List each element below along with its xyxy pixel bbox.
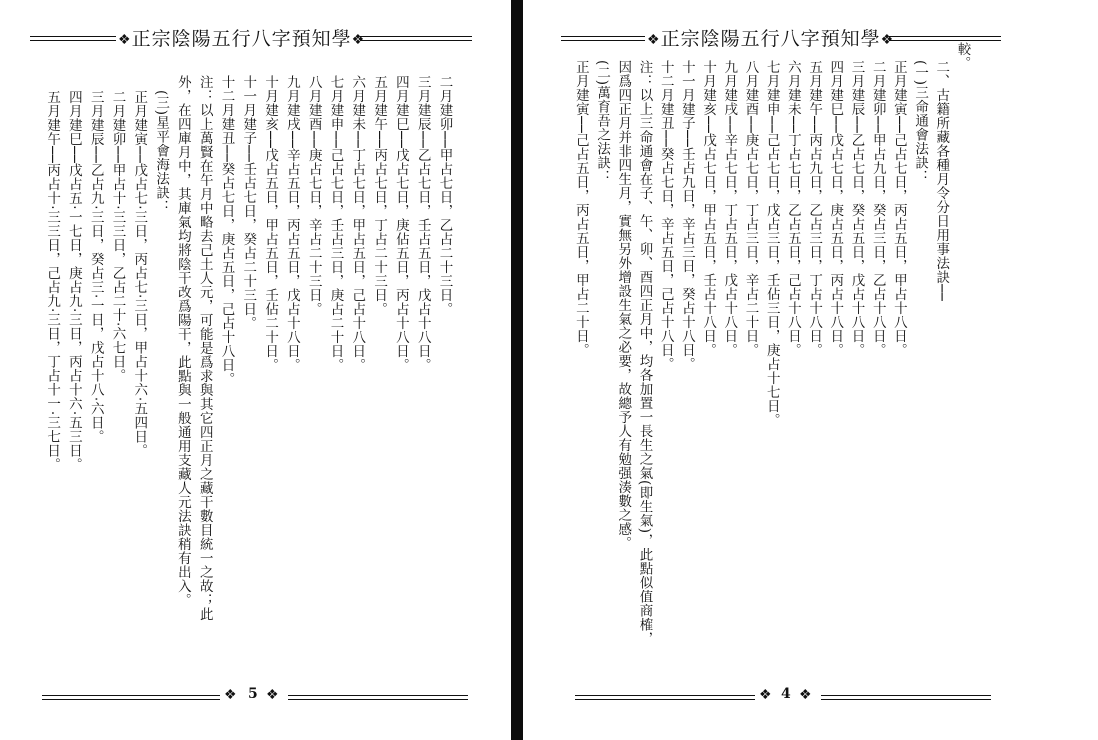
ornament-icon: ❖ (880, 32, 895, 48)
text-column: (三)星平會海法訣： (153, 90, 170, 214)
text-column: 四月建巳──戊占七日，庚占五日，丙占十八日。 (827, 60, 844, 358)
footer-rule-left (42, 695, 220, 700)
text-column: 七月建申──己占七日，戊占三日，壬佔三日，庚占十七日。 (763, 60, 780, 428)
book-spine (511, 0, 523, 740)
footer-rule-right (288, 695, 468, 700)
text-column: 九月建戌──辛占七日，丁占五日，戊占十八日。 (721, 60, 738, 358)
running-title: ❖正宗陰陽五行八字預知學❖ (118, 28, 366, 50)
ornament-icon: ❖ (759, 687, 772, 703)
page-header (523, 16, 1098, 56)
ornament-icon: ❖ (351, 32, 366, 48)
page-footer (523, 684, 1098, 708)
footer-rule-left (575, 695, 755, 700)
footer-rule-right (821, 695, 991, 700)
text-column: 五月建午──丙占十‧三三日，己占九‧三日，丁占十一‧三七日。 (44, 90, 61, 472)
text-column: 十二月建丑──癸占七日，辛占五日，己占十八日。 (657, 60, 674, 372)
text-column: 十一月建子──壬占七日，癸占二十三日。 (240, 75, 257, 331)
text-column: 十月建亥──戊占五日，甲占五日，壬佔二十日。 (262, 75, 279, 373)
text-column: 因爲四正月并非四生月，實無另外增設生氣之必要，故總予人有勉强湊數之感。 (615, 60, 632, 550)
ornament-icon: ❖ (118, 32, 132, 48)
text-column: 六月建未──丁占七日，甲占五日，己占十八日。 (349, 75, 366, 373)
ornament-icon: ❖ (224, 687, 237, 703)
right-page (523, 0, 1098, 740)
text-column: 二月建卯──甲占九日，癸占三日，乙占十八日。 (869, 60, 886, 358)
text-column: 六月建未──丁占七日，乙占五日，己占十八日。 (784, 60, 801, 358)
text-column: 三月建辰──乙占七日，癸占五日，戊占十八日。 (848, 60, 865, 358)
text-column: (二)萬育吾之法訣： (594, 60, 611, 184)
text-column: 較。 (954, 42, 971, 70)
text-column: 八月建酉──庚占七日，丁占三日，辛占二十日。 (742, 60, 759, 358)
page-number: 4 (781, 686, 791, 702)
ornament-icon: ❖ (266, 687, 279, 703)
text-column: 三月建辰──乙占九‧三日，癸占三‧一日，戊占十八‧六日。 (87, 90, 104, 444)
header-rule-left (30, 36, 116, 41)
page-footer (0, 684, 511, 708)
text-column: (一)三命通會法訣： (912, 60, 929, 184)
header-rule-right (360, 36, 472, 41)
ornament-icon: ❖ (647, 32, 661, 48)
text-column: 十二月建丑──癸占七日，庚占五日，己占十八日。 (218, 75, 235, 387)
text-column: 三月建辰──乙占七日，壬占五日，戊占十八日。 (414, 75, 431, 373)
text-column: 二月建卯──甲占十‧三三日，乙占二十‧六七日。 (109, 90, 126, 383)
header-rule-right (889, 36, 1001, 41)
text-column: 九月建戌──辛占五日，丙占五日，戊占十八日。 (283, 75, 300, 373)
header-rule-left (561, 36, 645, 41)
text-column: 注：以上萬賢在午月中略去己土人元，可能是爲求與其它四正月之藏干數目統一之故；此 (196, 75, 213, 621)
text-column: 四月建巳──戊占七日，庚佔五日，丙占十八日。 (392, 75, 409, 373)
text-column: 二、古籍所藏各種月令分日用事法訣── (933, 60, 950, 302)
text-column: 四月建巳──戊占五‧一七日，庚占九‧三日，丙占十六‧五三日。 (65, 90, 82, 472)
left-page (0, 0, 511, 740)
text-column: 八月建酉──庚占七日，辛占二十三日。 (305, 75, 322, 317)
text-column: 注：以上三命通會在子、午、卯、酉四正月中，均各加置一長生之氣(即生氣)，此點似值商榷， (636, 60, 653, 646)
text-column: 五月建午──丙占七日，丁占二十三日。 (371, 75, 388, 317)
text-column: 正月建寅──己占七日，丙占五日，甲占十八日。 (890, 60, 907, 358)
text-column: 二月建卯──甲占七日，乙占二十三日。 (436, 75, 453, 317)
text-column: 正月建寅──己占五日，丙占五日，甲占二十日。 (572, 60, 589, 358)
ornament-icon: ❖ (799, 687, 812, 703)
running-title: ❖正宗陰陽五行八字預知學❖ (647, 28, 895, 50)
page-header (0, 16, 511, 56)
text-column: 十月建亥──戊占七日，甲占五日，壬占十八日。 (700, 60, 717, 358)
page-number: 5 (248, 686, 258, 702)
text-column: 正月建寅──戊占七‧三日，丙占七‧三日，甲占十六‧五四日。 (131, 90, 148, 458)
text-column: 外，在四庫月中，其庫氣均將陰干改爲陽干，此點與一般通用支藏人元法訣稍有出入。 (174, 75, 191, 607)
text-column: 十一月建子──壬占九日，辛占三日，癸占十八日。 (678, 60, 695, 372)
text-column: 五月建午──丙占九日，乙占三日，丁占十八日。 (806, 60, 823, 358)
text-column: 七月建申──己占七日，壬占三日，庚占二十日。 (327, 75, 344, 373)
